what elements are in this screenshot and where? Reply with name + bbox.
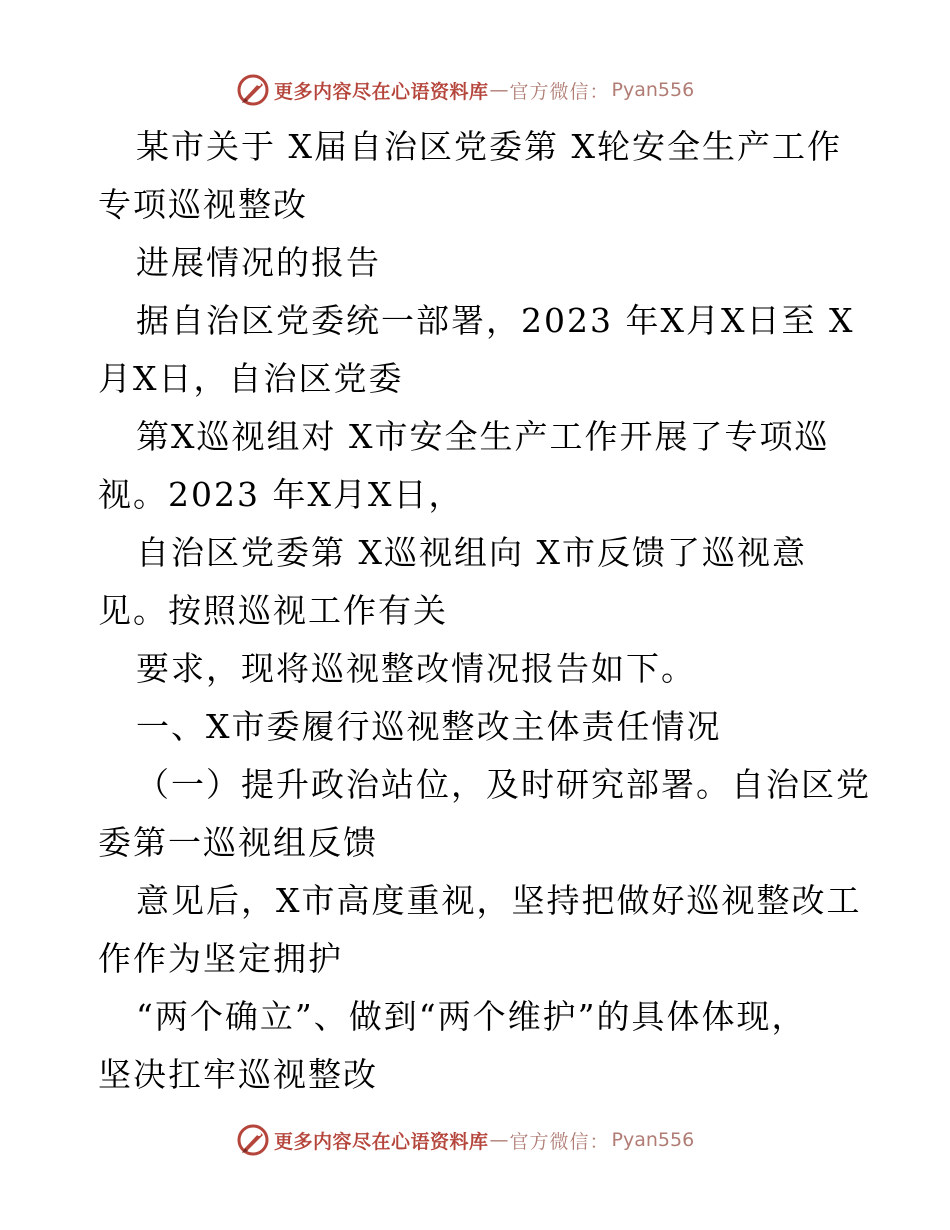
doc-line: 自治区党委第 X巡视组向 X市反馈了巡视意 — [136, 533, 807, 572]
doc-line: 专项巡视整改 — [98, 185, 308, 224]
doc-line: 据自治区党委统一部署，2023 年X月X日至 X — [136, 301, 855, 340]
doc-line: 作作为坚定拥护 — [98, 939, 343, 978]
header-watermark-banner — [236, 72, 736, 108]
banner-contact-label: 官方微信： — [509, 80, 610, 103]
quill-pen-logo-icon — [236, 1123, 270, 1157]
doc-line: 一、X市委履行巡视整改主体责任情况 — [136, 707, 722, 746]
doc-line: 月X日，自治区党委 — [98, 359, 404, 398]
doc-line: 意见后，X市高度重视，坚持把做好巡视整改工 — [136, 881, 862, 920]
doc-line: “两个确立”、做到“两个维护”的具体体现， — [136, 997, 807, 1036]
doc-line: 坚决扛牢巡视整改 — [98, 1055, 378, 1094]
doc-line: 视。2023 年X月X日， — [98, 475, 464, 514]
banner-site-text: 更多内容尽在心语资料库 — [274, 1130, 489, 1153]
quill-pen-logo-icon — [236, 73, 270, 107]
banner-site-text: 更多内容尽在心语资料库 — [274, 80, 489, 103]
doc-line: （一）提升政治站位，及时研究部署。自治区党 — [136, 765, 871, 804]
doc-line: 某市关于 X届自治区党委第 X轮安全生产工作 — [136, 127, 842, 166]
banner-dash: — — [489, 1129, 509, 1151]
doc-line: 进展情况的报告 — [136, 243, 381, 282]
banner-dash: — — [489, 79, 509, 101]
doc-line: 要求，现将巡视整改情况报告如下。 — [136, 649, 696, 688]
banner-contact-id: Pyan556 — [611, 79, 695, 101]
banner-contact-label: 官方微信： — [509, 1130, 610, 1153]
doc-line: 见。按照巡视工作有关 — [98, 591, 448, 630]
document-body — [98, 118, 871, 1104]
doc-line: 第X巡视组对 X市安全生产工作开展了专项巡 — [136, 417, 830, 456]
banner-contact-id: Pyan556 — [611, 1129, 695, 1151]
footer-watermark-banner — [236, 1122, 736, 1158]
doc-line: 委第一巡视组反馈 — [98, 823, 378, 862]
